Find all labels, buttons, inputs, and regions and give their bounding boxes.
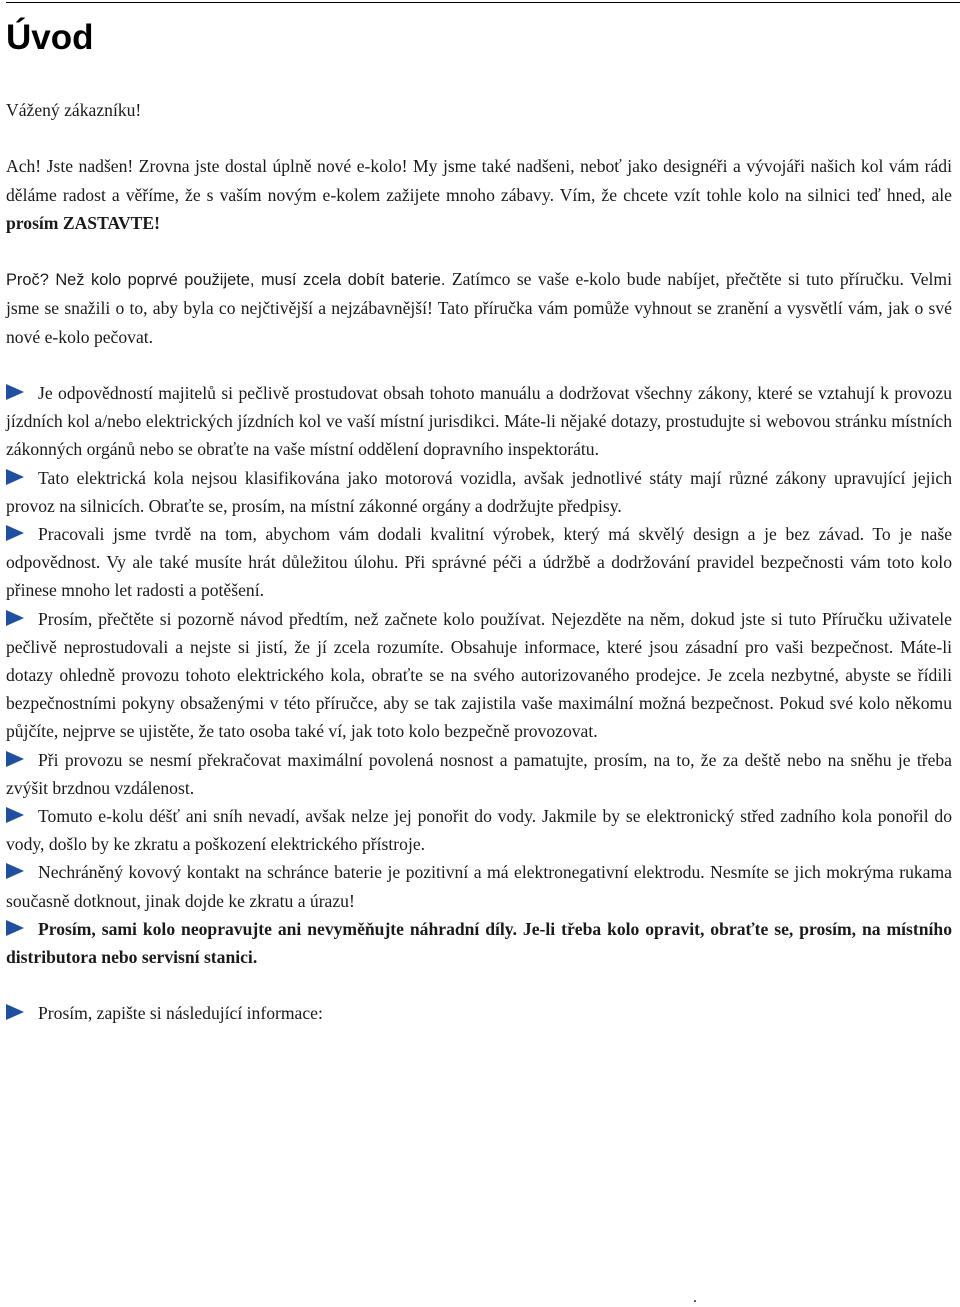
intro-text: Ach! Jste nadšen! Zrovna jste dostal úplně nové e-kolo! My jsme také nadšeni, neboť jako designéři a vývojáři našich kol vám rádi děláme radost a věříme, že s vaším novým e-kolem zažijete mnoho zábavy. Vím, že chcete vzít tohle kolo na silnici teď hned, ale xyxy=(6,156,952,205)
arrow-bullet-icon xyxy=(6,920,24,936)
bullet-item xyxy=(6,520,952,605)
bullet-item xyxy=(6,858,952,914)
bullet-item xyxy=(6,464,952,520)
intro-emphasis: prosím ZASTAVTE! xyxy=(6,212,160,233)
arrow-bullet-icon xyxy=(6,525,24,541)
arrow-bullet-icon xyxy=(6,469,24,485)
arrow-bullet-icon xyxy=(6,1004,24,1020)
arrow-bullet-icon xyxy=(6,807,24,823)
bullet-text: Prosím, přečtěte si pozorně návod předtím, než začnete kolo používat. Nejezděte na něm, dokud jste si tuto Příručku uživatele pečlivě neprostudovali a nejste si jistí, že jí zcela rozumíte. Obsahuje informace, které jsou zásadní pro vaši bezpečnost. Máte-li dotazy ohledně provozu tohoto elektrického kola, obraťte se na svého autorizovaného prodejce. Je zcela nezbytné, abyste se řídili bezpečnostními pokyny obsaženými v této příručce, aby se tak zajistila vaše maximální možná bezpečnost. Pokud své kolo někomu půjčíte, nejprve se ujistěte, že tato osoba také ví, jak toto kolo bezpečně provozovat. xyxy=(6,608,952,742)
why-paragraph xyxy=(6,265,952,351)
document-body xyxy=(6,96,952,1028)
greeting: Vážený zákazníku! xyxy=(6,100,142,120)
bullet-text: Tato elektrická kola nejsou klasifikována jako motorová vozidla, avšak jednotlivé státy mají různé zákony upravující jejich provoz na silnicích. Obraťte se, prosím, na místní zákonné orgány a dodržujte předpisy. xyxy=(6,467,952,516)
arrow-bullet-icon xyxy=(6,610,24,626)
footer-mark: . xyxy=(693,1289,697,1306)
why-rest: Zatímco se vaše e-kolo bude nabíjet, přečtěte si tuto příručku. Velmi jsme se snažili o to, aby byla co nejčtivější a nejzábavnější! Tato příručka vám pomůže vyhnout se zranění a vysvětlí vám, jak o své nové e-kolo pečovat. xyxy=(6,269,952,347)
bullet-text: Prosím, sami kolo neopravujte ani nevyměňujte náhradní díly. Je-li třeba kolo opravit, obraťte se, prosím, na místního distributora nebo servisní stanici. xyxy=(6,918,952,968)
bullet-item xyxy=(6,746,952,802)
bullet-text: Tomuto e-kolu déšť ani sníh nevadí, avšak nelze jej ponořit do vody. Jakmile by se elektronický střed zadního kola ponořil do vody, došlo by ke zkratu a poškození elektrického přístroje. xyxy=(6,806,952,855)
bullet-text: Při provozu se nesmí překračovat maximální povolená nosnost a pamatujte, prosím, na to, že za deště nebo na sněhu je třeba zvýšit brzdnou vzdálenost. xyxy=(6,749,952,798)
why-lead: Proč? Než kolo poprvé použijete, musí zcela dobít baterie. xyxy=(6,271,446,290)
bullet-item xyxy=(6,379,952,464)
arrow-bullet-icon xyxy=(6,384,24,400)
final-bullet-item xyxy=(6,999,952,1027)
page-title: Úvod xyxy=(6,18,94,57)
bullet-item xyxy=(6,605,952,746)
bullet-text: Nechráněný kovový kontakt na schránce baterie je pozitivní a má elektronegativní elektrodu. Nesmíte se jich mokrýma rukama současně dotknout, jinak dojde ke zkratu a úrazu! xyxy=(6,862,952,911)
bullet-item xyxy=(6,802,952,858)
bullet-text: Pracovali jsme tvrdě na tom, abychom vám dodali kvalitní výrobek, který má skvělý design a je bez závad. To je naše odpovědnost. Vy ale také musíte hrát důležitou úlohu. Při správné péči a údržbě a dodržování pravidel bezpečnosti vám toto kolo přinese mnoho let radosti a potěšení. xyxy=(6,524,952,601)
bullet-text: Je odpovědností majitelů si pečlivě prostudovat obsah tohoto manuálu a dodržovat všechny zákony, které se vztahují k provozu jízdních kol a/nebo elektrických jízdních kol ve vaší místní jurisdikci. Máte-li nějaké dotazy, prostudujte si webovou stránku místních zákonných orgánů nebo se obraťte na vaše místní oddělení dopravního inspektorátu. xyxy=(6,382,952,460)
bullet-item-bold xyxy=(6,915,952,971)
intro-paragraph xyxy=(6,152,952,237)
arrow-bullet-icon xyxy=(6,751,24,767)
top-rule xyxy=(6,2,960,3)
arrow-bullet-icon xyxy=(6,863,24,879)
final-bullet-text: Prosím, zapište si následující informace: xyxy=(38,1003,323,1024)
